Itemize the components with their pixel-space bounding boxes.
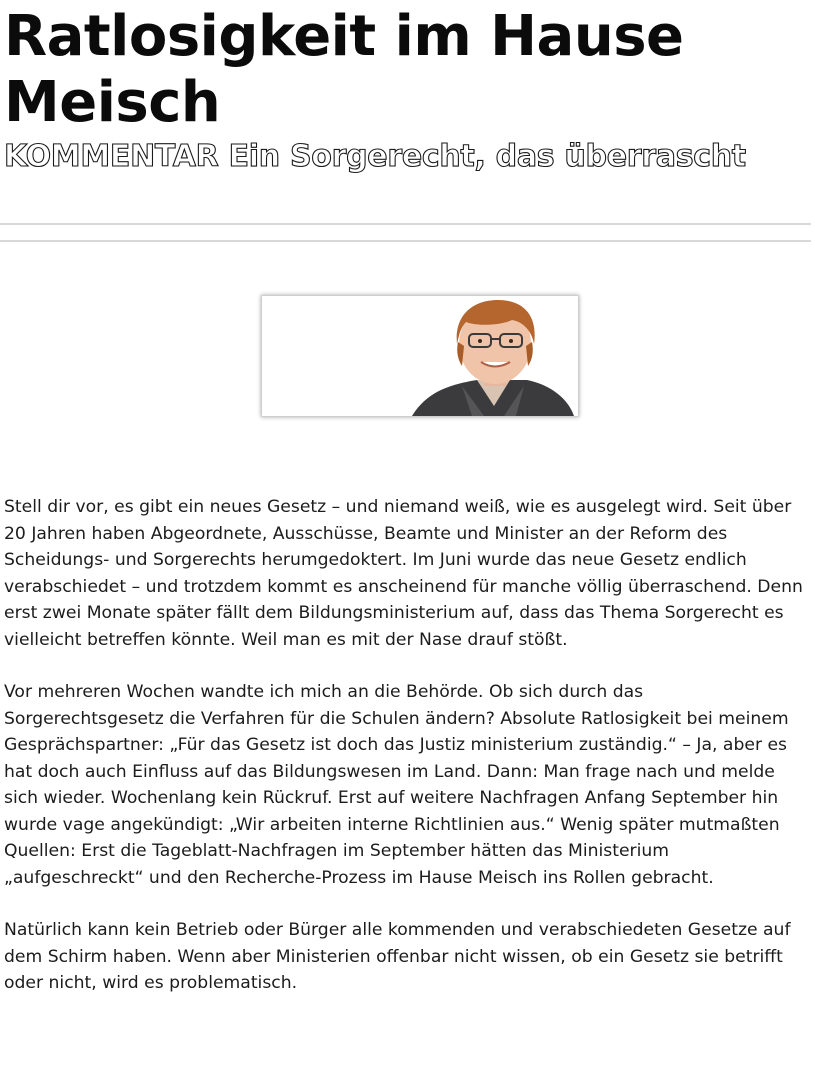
article-body: [4, 494, 804, 1023]
article-paragraph: Stell dir vor, es gibt ein neues Gesetz – und niemand weiß, wie es ausgelegt wird. Seit über 20 Jahren haben Abgeordnete, Ausschüsse, Beamte und Minister an der Reform des Scheidungs- und Sorgerechts herumgedoktert. Im Juni wurde das neue Gesetz endlich verabschiedet – und trotzdem kommt es anscheinend für manche völlig überraschend. Denn erst zwei Monate später fällt dem Bildungsministerium auf, dass das Thema Sorgerecht es vielleicht betreffen könnte. Weil man es mit der Nase drauf stößt.: [4, 497, 803, 650]
article-paragraph: Natürlich kann kein Betrieb oder Bürger alle kommenden und verabschiedeten Gesetze auf dem Schirm haben. Wenn aber Ministerien offenbar nicht wissen, ob ein Gesetz sie betrifft oder nicht, wird es problematisch.: [4, 920, 791, 993]
article: [4, 0, 811, 176]
article-subtitle: KOMMENTAR Ein Sorgerecht, das überrascht: [4, 139, 746, 174]
author-photo: [261, 295, 579, 417]
divider: [0, 240, 811, 242]
article-paragraph: Vor mehreren Wochen wandte ich mich an die Behörde. Ob sich durch das Sorgerechtsgesetz die Verfahren für die Schulen ändern? Absolute Ratlosigkeit bei meinem Gesprächspartner: „Für das Gesetz ist doch das Justiz ministerium zuständig.“ – Ja, aber es hat doch auch Einfluss auf das Bildungswesen im Land. Dann: Man frage nach und melde sich wieder. Wochenlang kein Rückruf. Erst auf weitere Nachfragen Anfang September hin wurde vage angekündigt: „Wir arbeiten interne Richtlinien aus.“ Wenig später mutmaßten Quellen: Erst die Tageblatt-Nachfragen im September hätten das Ministerium „aufgeschreckt“ und den Recherche-Prozess im Hause Meisch ins Rollen gebracht.: [4, 682, 789, 888]
article-headline: Ratlosigkeit im Hause Meisch: [4, 4, 684, 135]
author-portrait: [262, 296, 578, 416]
divider: [0, 223, 811, 225]
